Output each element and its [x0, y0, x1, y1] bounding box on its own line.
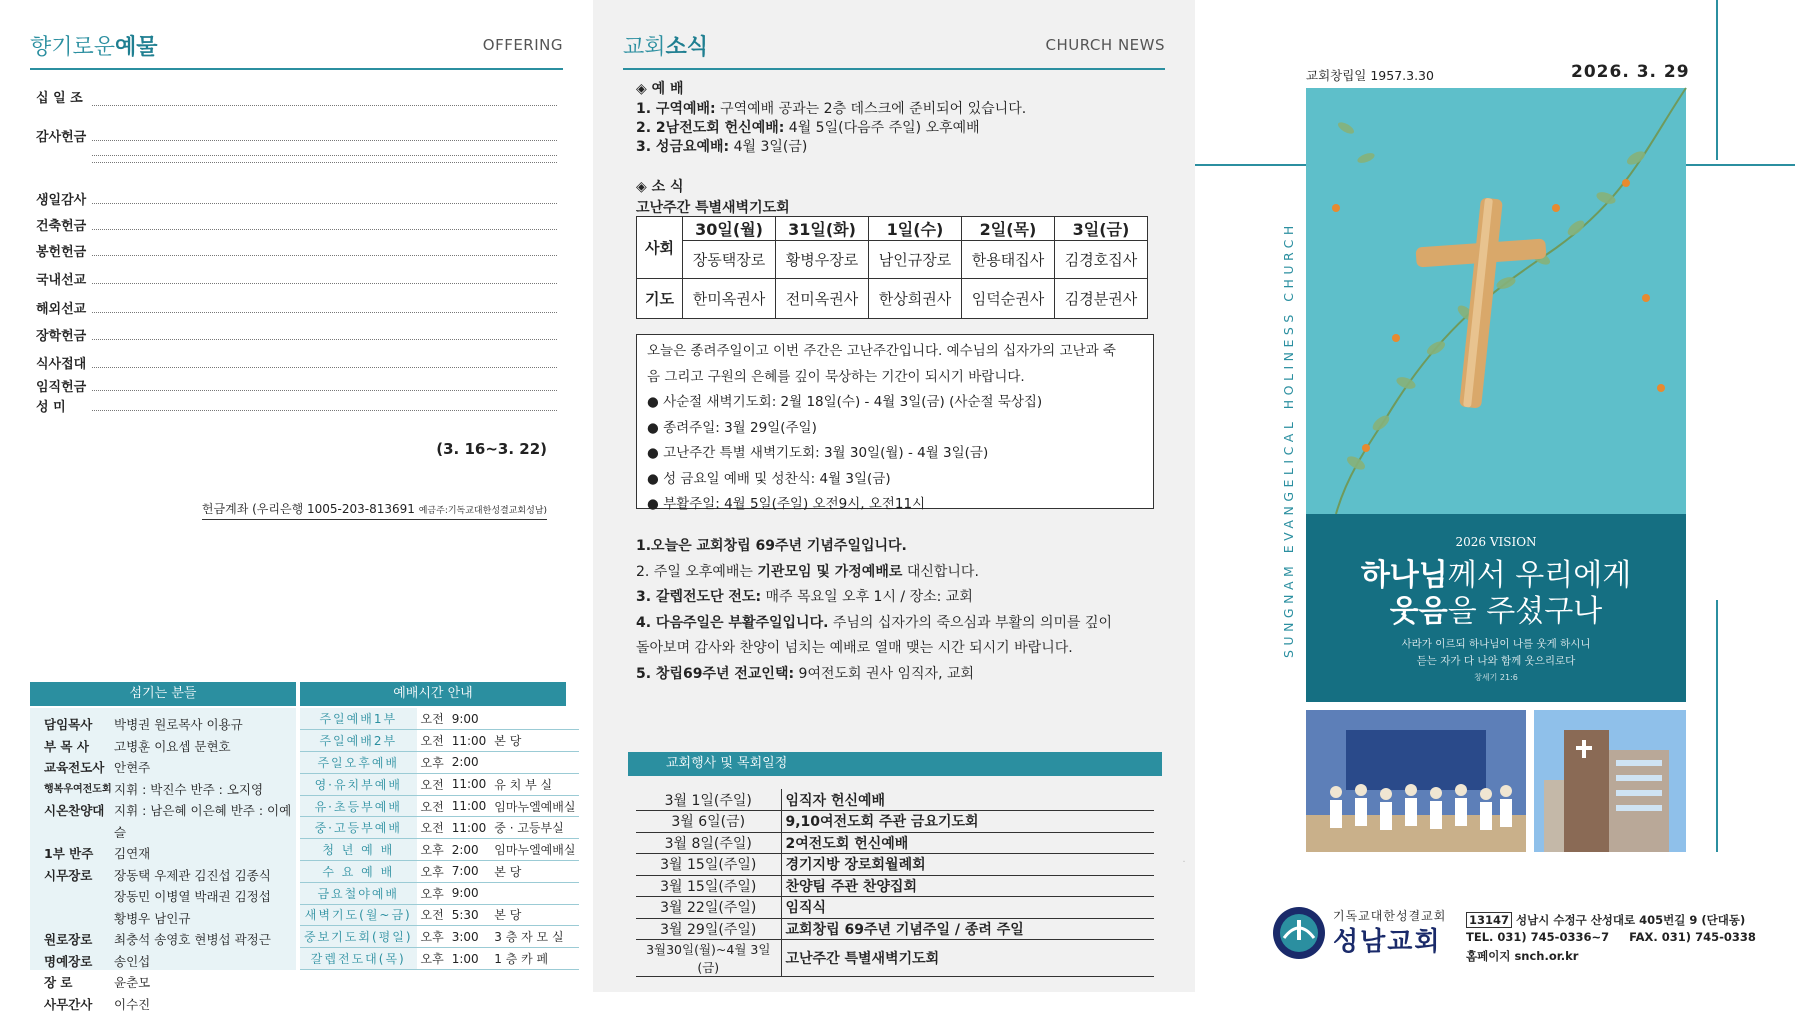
prayer-host: 김경호집사	[1055, 241, 1148, 279]
notice-line: ● 종려주일: 3월 29일(주일)	[647, 416, 1143, 442]
staff-names: 지휘 : 남은혜 이은혜 반주 : 이예슬	[114, 800, 296, 843]
service-name: 주일예배1부	[300, 708, 417, 730]
prayer-person: 전미옥권사	[776, 279, 869, 319]
service-name: 중·고등부예배	[300, 817, 417, 839]
service-place	[490, 708, 579, 730]
staff-row	[44, 951, 296, 973]
staff-names: 장동택 우제관 김진섭 김종식	[114, 865, 271, 887]
staff-row	[44, 886, 296, 908]
events-table	[636, 789, 1154, 977]
offering-dotted-line	[92, 140, 557, 141]
news-item-text: 2. 주일 오후예배는	[636, 564, 757, 580]
cross-illustration	[1306, 88, 1686, 514]
service-time: 11:00	[448, 817, 491, 839]
staff-role: 교육전도사	[44, 757, 114, 779]
schedule-row	[300, 839, 579, 861]
service-name: 유·초등부예배	[300, 795, 417, 817]
worship-item-text: 4월 5일(다음주 주일) 오후예배	[784, 120, 979, 136]
event-name: 찬양팀 주관 찬양집회	[781, 875, 1154, 897]
staff-row	[44, 736, 296, 758]
event-row	[636, 940, 1154, 977]
church-building-photo	[1534, 710, 1686, 852]
church-phone: TEL. 031) 745-0336~7 FAX. 031) 745-0338	[1466, 930, 1756, 944]
staff-role: 원로장로	[44, 929, 114, 951]
staff-role: 시온찬양대	[44, 800, 114, 843]
offering-dotted-line	[92, 312, 557, 313]
prayer-meeting-title: 고난주간 특별새벽기도회	[636, 197, 790, 217]
event-date: 3월 22일(주일)	[636, 897, 781, 919]
printer-credit: ·	[1180, 860, 1189, 863]
staff-row	[44, 800, 296, 843]
church-emblem-icon	[1270, 904, 1328, 962]
event-name: 임직자 헌신예배	[781, 789, 1154, 811]
event-row	[636, 897, 1154, 919]
prayer-day: 3일(금)	[1055, 217, 1148, 241]
offering-item-label: 해외선교	[36, 298, 86, 317]
offering-dotted-line	[92, 203, 557, 204]
offering-item-label: 십 일 조	[36, 87, 83, 106]
service-place	[490, 882, 579, 904]
offering-dotted-line	[92, 162, 557, 163]
worship-item	[636, 136, 807, 156]
staff-row	[44, 843, 296, 865]
offering-dotted-line	[92, 339, 557, 340]
schedule-row	[300, 926, 579, 948]
church-homepage: 홈페이지 snch.or.kr	[1466, 948, 1578, 964]
wooden-cross	[1415, 197, 1546, 408]
service-time: 1:00	[448, 948, 491, 970]
bible-verse: 사라가 이르되 하나님이 나를 웃게 하시니 듣는 자가 다 나와 함께 웃으리로다	[1306, 636, 1686, 670]
worship-item-title: 2. 2남전도회 헌신예배:	[636, 120, 784, 136]
prayer-day: 2일(목)	[962, 217, 1055, 241]
vertical-church-name: SUNGNAM EVANGELICAL HOLINESS CHURCH	[1281, 180, 1301, 700]
worship-schedule-table	[300, 708, 579, 970]
service-time: 3:00	[448, 926, 491, 948]
service-time: 5:30	[448, 904, 491, 926]
staff-role: 명예장로	[44, 951, 114, 973]
schedule-header: 예배시간 안내	[300, 682, 566, 706]
schedule-row	[300, 708, 579, 730]
staff-names: 지휘 : 박진수 반주 : 오지영	[114, 779, 263, 801]
worship-photo	[1306, 710, 1526, 852]
denomination-name: 기독교대한성결교회	[1333, 907, 1446, 924]
staff-role: 1부 반주	[44, 843, 114, 865]
event-row	[636, 811, 1154, 833]
church-logo	[1270, 904, 1328, 966]
event-name: 교회창립 69주년 기념주일 / 종려 주일	[781, 918, 1154, 940]
service-name: 주일예배2부	[300, 730, 417, 752]
news-item-title: 5. 창립69주년 전교인택:	[636, 666, 794, 682]
prayer-person: 김경분권사	[1055, 279, 1148, 319]
frame-line	[1716, 0, 1718, 160]
event-name: 경기지방 장로회월례회	[781, 854, 1154, 876]
cover-image	[1306, 88, 1686, 702]
service-place: 유 치 부 실	[490, 773, 579, 795]
service-ampm: 오전	[417, 773, 448, 795]
event-date: 3월 8일(주일)	[636, 832, 781, 854]
prayer-person: 한상희권사	[869, 279, 962, 319]
schedule-row	[300, 860, 579, 882]
service-place: 임마누엘예배실	[490, 839, 579, 861]
staff-row	[44, 929, 296, 951]
staff-row	[44, 865, 296, 887]
service-name: 수 요 예 배	[300, 860, 417, 882]
event-name: 9,10여전도회 주관 금요기도회	[781, 811, 1154, 833]
staff-names: 이수진	[114, 994, 150, 1015]
schedule-row	[300, 773, 579, 795]
service-name: 금요철야예배	[300, 882, 417, 904]
event-date: 3월 6일(금)	[636, 811, 781, 833]
offering-item-label: 성 미	[36, 396, 66, 415]
notice-line: ● 부활주일: 4월 5일(주일) 오전9시, 오전11시	[647, 492, 1143, 518]
offering-dotted-line	[92, 105, 557, 106]
offering-column	[0, 0, 593, 992]
offering-account: 헌금계좌 (우리은행 1005-203-813691 예금주:기독교대한성결교회성남)	[202, 500, 547, 520]
schedule-row	[300, 882, 579, 904]
prayer-host-row	[637, 241, 1148, 279]
offering-dotted-line	[92, 255, 557, 256]
event-date: 3월 15일(주일)	[636, 854, 781, 876]
news-item	[636, 535, 907, 555]
staff-names: 장동민 이병열 박래권 김정섭	[114, 886, 271, 908]
staff-role	[44, 886, 114, 908]
prayer-day: 1일(수)	[869, 217, 962, 241]
prayer-day: 31일(화)	[776, 217, 869, 241]
staff-header: 섬기는 분들	[30, 682, 296, 706]
event-name: 고난주간 특별새벽기도회	[781, 940, 1154, 977]
staff-names: 송인섭	[114, 951, 150, 973]
event-row	[636, 789, 1154, 811]
events-header: 교회행사 및 목회일정	[628, 752, 1162, 776]
news-item-title: 3. 갈렙전도단 전도:	[636, 589, 761, 605]
schedule-row	[300, 948, 579, 970]
offering-header	[30, 28, 563, 70]
news-item-text: 주님의 십자가의 죽으심과 부활의 의미를 깊이	[828, 615, 1112, 631]
news-item-title: 1.오늘은 교회창립 69주년 기념주일입니다.	[636, 538, 907, 554]
offering-period: (3. 16~3. 22)	[436, 440, 547, 458]
news-item	[636, 561, 979, 581]
event-row	[636, 918, 1154, 940]
service-ampm: 오전	[417, 708, 448, 730]
service-time: 7:00	[448, 860, 491, 882]
service-place: 3 층 자 모 실	[490, 926, 579, 948]
prayer-corner-cell: 사회	[637, 217, 683, 279]
staff-row	[44, 757, 296, 779]
vision-slogan: 하나님께서 우리에게 웃음을 주셨구나	[1306, 558, 1686, 630]
service-time: 2:00	[448, 752, 491, 774]
news-item-title: 4. 다음주일은 부활주일입니다.	[636, 615, 828, 631]
staff-list	[30, 708, 296, 970]
news-item-text: 돌아보며 감사와 찬양이 넘치는 예배로 열매 맺는 시간 되시기 바랍니다.	[636, 640, 1073, 656]
event-row	[636, 832, 1154, 854]
service-time: 11:00	[448, 730, 491, 752]
notice-line: 음 그리고 구원의 은혜를 깊이 묵상하는 기간이 되시기 바랍니다.	[647, 365, 1143, 391]
staff-row	[44, 972, 296, 994]
service-ampm: 오후	[417, 948, 448, 970]
prayer-host: 남인규장로	[869, 241, 962, 279]
service-place: 1 층 카 페	[490, 948, 579, 970]
prayer-host: 황병우장로	[776, 241, 869, 279]
worship-item-text: 구역예배 공과는 2층 데스크에 준비되어 있습니다.	[716, 101, 1027, 117]
staff-role: 시무장로	[44, 865, 114, 887]
staff-role	[44, 908, 114, 930]
staff-names: 황병우 남인규	[114, 908, 190, 930]
offering-item-label: 식사접대	[36, 353, 86, 372]
notice-line: ● 고난주간 특별 새벽기도회: 3월 30일(월) - 4월 3일(금)	[647, 441, 1143, 467]
news-item-emphasis: 기관모임 및 가정예배로	[757, 564, 902, 580]
service-name: 새벽기도(월~금)	[300, 904, 417, 926]
event-name: 2여전도회 헌신예배	[781, 832, 1154, 854]
church-name: 성남교회	[1333, 921, 1441, 958]
service-place: 중 · 고등부실	[490, 817, 579, 839]
news-item	[636, 663, 974, 683]
service-time: 9:00	[448, 708, 491, 730]
news-item-text: 매주 목요일 오후 1시 / 장소: 교회	[761, 589, 973, 605]
prayer-day: 30일(월)	[683, 217, 776, 241]
offering-dotted-line	[92, 283, 557, 284]
staff-names: 김연재	[114, 843, 150, 865]
choir-illustration	[1306, 710, 1526, 852]
prayer-meeting-table	[636, 216, 1148, 319]
news-item-text: 대신합니다.	[902, 564, 979, 580]
prayer-host: 장동택장로	[683, 241, 776, 279]
schedule-row	[300, 730, 579, 752]
staff-names: 윤춘모	[114, 972, 150, 994]
staff-role: 장 로	[44, 972, 114, 994]
notice-line: 오늘은 종려주일이고 이번 주간은 고난주간입니다. 예수님의 십자가의 고난과 죽	[647, 339, 1143, 365]
service-name: 주일오후예배	[300, 752, 417, 774]
offering-dotted-line	[92, 410, 557, 411]
service-place: 본 당	[490, 730, 579, 752]
service-ampm: 오후	[417, 752, 448, 774]
service-name: 영·유치부예배	[300, 773, 417, 795]
event-name: 임직식	[781, 897, 1154, 919]
staff-row	[44, 994, 296, 1015]
service-ampm: 오후	[417, 926, 448, 948]
schedule-row	[300, 817, 579, 839]
staff-row	[44, 908, 296, 930]
staff-row	[44, 714, 296, 736]
service-time: 11:00	[448, 795, 491, 817]
service-time: 2:00	[448, 839, 491, 861]
founding-date: 교회창립일 1957.3.30	[1306, 66, 1434, 84]
staff-names: 안현주	[114, 757, 150, 779]
notice-line: ● 성 금요일 예배 및 성찬식: 4월 3일(금)	[647, 467, 1143, 493]
staff-role: 사무간사	[44, 994, 114, 1015]
vision-label: 2026 VISION	[1306, 535, 1686, 549]
service-ampm: 오전	[417, 795, 448, 817]
offering-item-label: 장학헌금	[36, 325, 86, 344]
news-header	[623, 28, 1165, 70]
event-date: 3월 15일(주일)	[636, 875, 781, 897]
offering-dotted-line	[92, 155, 557, 156]
worship-item-title: 3. 성금요예배:	[636, 139, 729, 155]
schedule-row	[300, 752, 579, 774]
prayer-pray-row	[637, 279, 1148, 319]
offering-item-label: 감사헌금	[36, 126, 86, 145]
event-date: 3월30일(월)~4월 3일(금)	[636, 940, 781, 977]
staff-names: 박병권 원로목사 이용규	[114, 714, 243, 736]
worship-heading: ◈ 예 배	[636, 78, 684, 98]
service-ampm: 오후	[417, 882, 448, 904]
event-row	[636, 875, 1154, 897]
worship-item	[636, 98, 1026, 118]
staff-role: 담임목사	[44, 714, 114, 736]
offering-item-label: 건축헌금	[36, 215, 86, 234]
service-place	[490, 752, 579, 774]
event-date: 3월 29일(주일)	[636, 918, 781, 940]
offering-dotted-line	[92, 229, 557, 230]
news-item	[636, 637, 1073, 657]
offering-dotted-line	[92, 390, 557, 391]
service-name: 청 년 예 배	[300, 839, 417, 861]
staff-names: 고병훈 이요셉 문현호	[114, 736, 231, 758]
staff-names: 최충석 송영호 현병섭 곽정근	[114, 929, 271, 951]
worship-item-text: 4월 3일(금)	[729, 139, 807, 155]
service-ampm: 오전	[417, 730, 448, 752]
worship-item-title: 1. 구역예배:	[636, 101, 716, 117]
schedule-row	[300, 795, 579, 817]
service-place: 본 당	[490, 904, 579, 926]
bible-verse-ref: 창세기 21:6	[1306, 672, 1686, 683]
offering-title-en: OFFERING	[483, 36, 563, 54]
service-place: 임마누엘예배실	[490, 795, 579, 817]
prayer-person: 임덕순권사	[962, 279, 1055, 319]
news-item-text: 9여전도회 권사 임직자, 교회	[794, 666, 974, 682]
service-place: 본 당	[490, 860, 579, 882]
offering-item-label: 봉헌헌금	[36, 241, 86, 260]
frame-line	[1716, 600, 1718, 852]
service-name: 갈렙전도대(목)	[300, 948, 417, 970]
holy-week-notice	[636, 334, 1154, 509]
service-name: 중보기도회(평일)	[300, 926, 417, 948]
prayer-person: 한미옥권사	[683, 279, 776, 319]
offering-title: 향기로운예물	[30, 30, 158, 61]
worship-item	[636, 117, 980, 137]
service-time: 9:00	[448, 882, 491, 904]
offering-item-label: 임직헌금	[36, 376, 86, 395]
service-time: 11:00	[448, 773, 491, 795]
offering-dotted-line	[92, 367, 557, 368]
event-date: 3월 1일(주일)	[636, 789, 781, 811]
notice-line: ● 사순절 새벽기도회: 2월 18일(수) - 4월 3일(금) (사순절 묵상집)	[647, 390, 1143, 416]
building-illustration	[1534, 710, 1686, 852]
prayer-table-header	[637, 217, 1148, 241]
news-title: 교회소식	[623, 30, 708, 61]
event-row	[636, 854, 1154, 876]
service-ampm: 오후	[417, 860, 448, 882]
staff-row	[44, 779, 296, 801]
schedule-row	[300, 904, 579, 926]
offering-item-label: 국내선교	[36, 269, 86, 288]
news-item	[636, 612, 1112, 632]
offering-item-label: 생일감사	[36, 189, 86, 208]
service-ampm: 오전	[417, 904, 448, 926]
service-ampm: 오후	[417, 839, 448, 861]
bulletin-date: 2026. 3. 29	[1571, 62, 1690, 82]
vision-band	[1306, 514, 1686, 702]
prayer-pray-label: 기도	[637, 279, 683, 319]
service-ampm: 오전	[417, 817, 448, 839]
prayer-host: 한용태집사	[962, 241, 1055, 279]
news-item	[636, 586, 973, 606]
news-title-en: CHURCH NEWS	[1046, 36, 1165, 54]
church-address: 13147 성남시 수정구 산성대로 405번길 9 (단대동)	[1466, 912, 1745, 928]
news-heading: ◈ 소 식	[636, 176, 684, 196]
staff-role: 행복우여전도회	[44, 779, 114, 801]
staff-role: 부 목 사	[44, 736, 114, 758]
